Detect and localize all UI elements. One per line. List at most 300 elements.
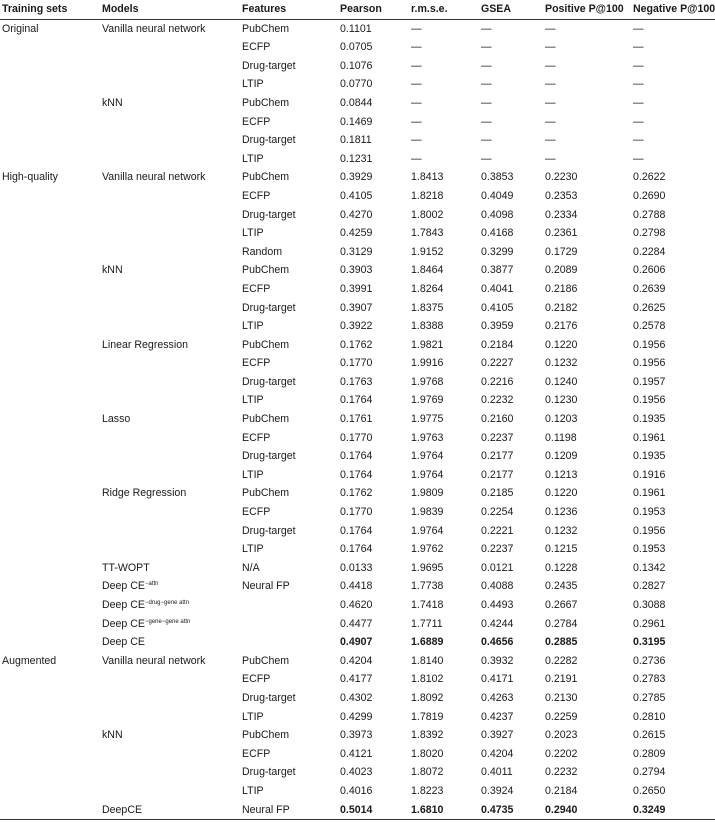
negative-p100-cell: 0.2827 (633, 580, 666, 593)
training-set-cell (0, 373, 102, 392)
table-row (0, 336, 715, 355)
negative-p100-cell: 0.2578 (633, 320, 666, 333)
training-set-cell (0, 75, 102, 94)
feature-cell: PubChem (242, 338, 290, 351)
training-set-cell (0, 503, 102, 522)
positive-p100-cell: 0.2940 (545, 803, 578, 816)
rmse-cell: — (411, 59, 422, 72)
positive-p100-cell: — (545, 78, 556, 91)
rmse-cell: 1.9768 (411, 375, 444, 388)
model-ablation-superscript: −gene−gene attn (145, 618, 191, 625)
rmse-cell: 1.9769 (411, 394, 444, 407)
training-set-cell (0, 354, 102, 373)
training-set-cell (0, 206, 102, 225)
positive-p100-cell: 0.2186 (545, 282, 578, 295)
rmse-cell: — (411, 134, 422, 147)
table-row (0, 57, 715, 76)
header-row (0, 0, 715, 19)
model-name: kNN (102, 729, 123, 742)
rmse-cell: 1.6889 (411, 636, 444, 649)
rmse-cell: 1.8264 (411, 282, 444, 295)
negative-p100-cell: 0.3195 (633, 636, 666, 649)
feature-cell: Drug-target (242, 208, 296, 221)
pearson-cell: 0.1764 (340, 450, 373, 463)
training-set-cell (0, 299, 102, 318)
model-cell (102, 317, 242, 336)
pearson-cell: 0.4270 (340, 208, 373, 221)
table-row (0, 317, 715, 336)
positive-p100-cell: 0.2230 (545, 171, 578, 184)
training-set-cell (0, 801, 102, 820)
table-row (0, 243, 715, 262)
gsea-cell: 0.4493 (481, 599, 514, 611)
model-cell (102, 429, 242, 448)
feature-cell: ECFP (242, 282, 271, 295)
model-cell (102, 113, 242, 132)
negative-p100-cell: — (633, 115, 644, 128)
feature-cell: LTIP (242, 784, 264, 797)
negative-p100-cell: — (633, 96, 644, 109)
negative-p100-cell: 0.1956 (633, 357, 666, 370)
model-name: Vanilla neural network (102, 654, 206, 667)
gsea-cell: 0.4656 (481, 636, 514, 649)
negative-p100-cell: 0.1935 (633, 413, 666, 426)
pearson-cell: 0.5014 (340, 803, 373, 816)
model-cell (102, 410, 242, 429)
positive-p100-cell: 0.2435 (545, 580, 578, 593)
model-cell (102, 633, 242, 652)
rmse-cell: 1.9762 (411, 543, 444, 556)
feature-cell: Neural FP (242, 580, 290, 593)
pearson-cell: 0.3903 (340, 264, 373, 277)
pearson-cell: 0.4259 (340, 227, 373, 240)
rmse-cell: — (411, 96, 422, 109)
gsea-cell: 0.0121 (481, 561, 514, 574)
model-cell (102, 19, 242, 38)
table-row (0, 168, 715, 187)
model-cell (102, 708, 242, 727)
negative-p100-cell: 0.1953 (633, 543, 666, 556)
rmse-cell: 1.8392 (411, 729, 444, 742)
negative-p100-cell: — (633, 78, 644, 91)
positive-p100-cell: 0.2176 (545, 320, 578, 333)
rmse-cell: 1.7711 (411, 617, 443, 630)
feature-cell: Neural FP (242, 803, 290, 816)
model-cell (102, 559, 242, 578)
model-cell (102, 391, 242, 410)
positive-p100-cell: 0.2202 (545, 747, 578, 760)
training-set-cell (0, 150, 102, 169)
header-positive-p100: Positive P@100 (545, 0, 633, 19)
table-row (0, 224, 715, 243)
gsea-cell: 0.2254 (481, 506, 514, 519)
positive-p100-cell: 0.1215 (545, 543, 578, 556)
positive-p100-cell: 0.1198 (545, 431, 577, 444)
model-cell (102, 466, 242, 485)
model-cell (102, 763, 242, 782)
model-cell (102, 94, 242, 113)
negative-p100-cell: 0.3088 (633, 599, 666, 611)
negative-p100-cell: 0.2606 (633, 264, 666, 277)
feature-cell: ECFP (242, 506, 271, 519)
gsea-cell: 0.4263 (481, 691, 514, 704)
negative-p100-cell: 0.1961 (633, 487, 666, 500)
pearson-cell: 0.0844 (340, 96, 373, 109)
training-set-cell (0, 336, 102, 355)
table-row (0, 577, 715, 596)
negative-p100-cell: 0.2809 (633, 747, 666, 760)
training-set-cell (0, 243, 102, 262)
gsea-cell: 0.2237 (481, 543, 514, 556)
model-name: Lasso (102, 413, 131, 426)
table-row (0, 391, 715, 410)
table-row (0, 280, 715, 299)
model-cell (102, 168, 242, 187)
header-models: Models (102, 0, 242, 19)
training-set-cell (0, 670, 102, 689)
model-cell (102, 782, 242, 801)
rmse-cell: — (411, 115, 422, 128)
rmse-cell: 1.8092 (411, 691, 444, 704)
header-training-sets: Training sets (0, 0, 102, 19)
pearson-cell: 0.1764 (340, 394, 373, 407)
table-body (0, 19, 715, 820)
negative-p100-cell: 0.1916 (633, 468, 666, 481)
gsea-cell: 0.3932 (481, 654, 514, 667)
rmse-cell: 1.7819 (411, 710, 444, 723)
rmse-cell: 1.7738 (411, 580, 444, 593)
positive-p100-cell: 0.1220 (545, 338, 578, 351)
negative-p100-cell: 0.1956 (633, 338, 666, 351)
negative-p100-cell: 0.2284 (633, 245, 666, 258)
table-row (0, 782, 715, 801)
pearson-cell: 0.0133 (340, 561, 373, 574)
training-set-cell (0, 615, 102, 634)
pearson-cell: 0.1811 (340, 134, 372, 147)
feature-cell: PubChem (242, 729, 290, 742)
gsea-cell: 0.4735 (481, 803, 514, 816)
feature-cell: LTIP (242, 710, 264, 723)
gsea-cell: 0.4049 (481, 189, 514, 202)
training-set-cell: Augmented (2, 654, 57, 667)
pearson-cell: 0.1763 (340, 375, 373, 388)
pearson-cell: 0.3929 (340, 171, 373, 184)
table-row (0, 410, 715, 429)
gsea-cell: 0.2232 (481, 394, 514, 407)
negative-p100-cell: 0.1961 (633, 431, 666, 444)
negative-p100-cell: 0.2736 (633, 654, 666, 667)
positive-p100-cell: — (545, 152, 556, 165)
gsea-cell: 0.3299 (481, 245, 514, 258)
training-set-cell (0, 596, 102, 615)
positive-p100-cell: 0.2334 (545, 208, 578, 221)
gsea-cell: — (481, 59, 492, 72)
pearson-cell: 0.3907 (340, 301, 373, 314)
rmse-cell: 1.9763 (411, 431, 444, 444)
model-cell (102, 577, 242, 596)
feature-cell: LTIP (242, 320, 264, 333)
training-set-cell (0, 540, 102, 559)
pearson-cell: 0.3973 (340, 729, 373, 742)
table-row (0, 131, 715, 150)
model-cell (102, 57, 242, 76)
model-cell (102, 206, 242, 225)
positive-p100-cell: 0.2023 (545, 729, 578, 742)
training-set-cell (0, 522, 102, 541)
table-row (0, 615, 715, 634)
model-cell (102, 75, 242, 94)
feature-cell: ECFP (242, 431, 271, 444)
table-row (0, 726, 715, 745)
table-row (0, 261, 715, 280)
pearson-cell: 0.1770 (340, 431, 373, 444)
gsea-cell: 0.2216 (481, 375, 514, 388)
pearson-cell: 0.4177 (340, 673, 373, 686)
negative-p100-cell: 0.2798 (633, 227, 666, 240)
table-row (0, 689, 715, 708)
pearson-cell: 0.1770 (340, 357, 373, 370)
training-set-cell (0, 559, 102, 578)
negative-p100-cell: — (633, 59, 644, 72)
feature-cell: ECFP (242, 747, 271, 760)
rmse-cell: — (411, 78, 422, 91)
table-row (0, 801, 715, 820)
training-set-cell (0, 763, 102, 782)
training-set-cell (0, 391, 102, 410)
positive-p100-cell: 0.2667 (545, 599, 578, 611)
positive-p100-cell: 0.2361 (545, 227, 578, 240)
table-row (0, 763, 715, 782)
gsea-cell: 0.2237 (481, 431, 514, 444)
gsea-cell: 0.4171 (481, 673, 514, 686)
rmse-cell: 1.8375 (411, 301, 444, 314)
pearson-cell: 0.4620 (340, 599, 373, 611)
model-cell (102, 540, 242, 559)
negative-p100-cell: 0.3249 (633, 803, 666, 816)
table-row (0, 596, 715, 615)
model-cell (102, 150, 242, 169)
negative-p100-cell: 0.1342 (633, 561, 666, 574)
negative-p100-cell: 0.1957 (633, 375, 666, 388)
positive-p100-cell: 0.2259 (545, 710, 578, 723)
positive-p100-cell: 0.1203 (545, 413, 578, 426)
feature-cell: Drug-target (242, 691, 296, 704)
positive-p100-cell: 0.2353 (545, 189, 578, 202)
negative-p100-cell: — (633, 152, 644, 165)
model-cell (102, 484, 242, 503)
training-set-cell (0, 484, 102, 503)
gsea-cell: — (481, 22, 492, 35)
table-row (0, 559, 715, 578)
negative-p100-cell: 0.2639 (633, 282, 666, 295)
gsea-cell: 0.3877 (481, 264, 514, 277)
training-set-cell: High-quality (2, 171, 58, 184)
gsea-cell: — (481, 134, 492, 147)
positive-p100-cell: 0.2885 (545, 636, 578, 649)
pearson-cell: 0.1764 (340, 524, 373, 537)
gsea-cell: 0.2160 (481, 413, 514, 426)
training-set-cell (0, 131, 102, 150)
positive-p100-cell: — (545, 59, 556, 72)
table-row (0, 670, 715, 689)
feature-cell: LTIP (242, 227, 264, 240)
feature-cell (242, 596, 340, 615)
positive-p100-cell: 0.1209 (545, 450, 578, 463)
model-name: DeepCE (102, 803, 143, 816)
gsea-cell: 0.3853 (481, 171, 514, 184)
model-cell (102, 243, 242, 262)
gsea-cell: 0.2177 (481, 468, 514, 481)
gsea-cell: 0.2227 (481, 357, 514, 370)
model-name: Ridge Regression (102, 487, 187, 500)
feature-cell: ECFP (242, 189, 271, 202)
gsea-cell: — (481, 41, 492, 54)
rmse-cell: 1.8020 (411, 747, 444, 760)
positive-p100-cell: — (545, 96, 556, 109)
model-cell (102, 522, 242, 541)
header-pearson: Pearson (340, 0, 411, 19)
positive-p100-cell: 0.1232 (545, 357, 578, 370)
rmse-cell: 1.9916 (411, 357, 444, 370)
pearson-cell: 0.4418 (340, 580, 373, 593)
pearson-cell: 0.4105 (340, 189, 373, 202)
rmse-cell: 1.8464 (411, 264, 444, 277)
feature-cell: PubChem (242, 96, 290, 109)
table-row (0, 354, 715, 373)
negative-p100-cell: 0.1956 (633, 394, 666, 407)
table-row (0, 708, 715, 727)
pearson-cell: 0.1231 (340, 152, 373, 165)
positive-p100-cell: 0.1228 (545, 561, 578, 574)
negative-p100-cell: — (633, 22, 644, 35)
table-row (0, 522, 715, 541)
feature-cell: PubChem (242, 264, 290, 277)
pearson-cell: 0.0770 (340, 78, 373, 91)
model-cell (102, 373, 242, 392)
positive-p100-cell: 0.1232 (545, 524, 578, 537)
table-row (0, 447, 715, 466)
positive-p100-cell: 0.1236 (545, 506, 578, 519)
negative-p100-cell: 0.2622 (633, 171, 666, 184)
table-row (0, 540, 715, 559)
model-cell (102, 336, 242, 355)
feature-cell: PubChem (242, 413, 290, 426)
gsea-cell: 0.2185 (481, 487, 514, 500)
training-set-cell (0, 38, 102, 57)
model-cell (102, 726, 242, 745)
gsea-cell: 0.4011 (481, 766, 513, 779)
pearson-cell: 0.4023 (340, 766, 373, 779)
positive-p100-cell: — (545, 134, 556, 147)
positive-p100-cell: 0.2191 (545, 673, 578, 686)
model-cell (102, 299, 242, 318)
gsea-cell: — (481, 115, 492, 128)
training-set-cell (0, 726, 102, 745)
model-name: Vanilla neural network (102, 171, 206, 184)
header-negative-p100: Negative P@100 (633, 0, 715, 19)
negative-p100-cell: 0.2785 (633, 691, 666, 704)
model-name: Deep CE (102, 617, 145, 630)
rmse-cell: 1.6810 (411, 803, 444, 816)
pearson-cell: 0.1762 (340, 487, 373, 500)
header-features: Features (242, 0, 340, 19)
training-set-cell (0, 94, 102, 113)
negative-p100-cell: 0.1953 (633, 506, 666, 519)
feature-cell: Drug-target (242, 134, 296, 147)
training-set-cell (0, 577, 102, 596)
model-cell (102, 503, 242, 522)
feature-cell: ECFP (242, 357, 271, 370)
training-set-cell (0, 224, 102, 243)
model-name: Linear Regression (102, 338, 188, 351)
feature-cell: N/A (242, 561, 260, 574)
feature-cell: Drug-target (242, 450, 296, 463)
training-set-cell (0, 113, 102, 132)
feature-cell: Drug-target (242, 59, 296, 72)
table-row (0, 94, 715, 113)
model-cell (102, 615, 242, 634)
training-set-cell (0, 261, 102, 280)
training-set-cell (0, 633, 102, 652)
pearson-cell: 0.1469 (340, 115, 373, 128)
table-row (0, 633, 715, 652)
header-rmse: r.m.s.e. (411, 0, 481, 19)
feature-cell: LTIP (242, 543, 264, 556)
feature-cell: PubChem (242, 22, 290, 35)
pearson-cell: 0.3991 (340, 282, 373, 295)
feature-cell: Drug-target (242, 375, 296, 388)
model-cell (102, 38, 242, 57)
training-set-cell (0, 187, 102, 206)
model-cell (102, 745, 242, 764)
rmse-cell: 1.8388 (411, 320, 444, 333)
rmse-cell: 1.8140 (411, 654, 444, 667)
gsea-cell: 0.4204 (481, 747, 514, 760)
rmse-cell: 1.9775 (411, 413, 444, 426)
feature-cell: LTIP (242, 468, 264, 481)
gsea-cell: — (481, 78, 492, 91)
rmse-cell: 1.9152 (411, 245, 444, 258)
table-row (0, 299, 715, 318)
training-set-cell (0, 280, 102, 299)
gsea-cell: 0.2177 (481, 450, 514, 463)
pearson-cell: 0.3129 (340, 245, 373, 258)
model-cell (102, 187, 242, 206)
table-row (0, 113, 715, 132)
pearson-cell: 0.1764 (340, 468, 373, 481)
model-ablation-superscript: −attn (145, 581, 159, 588)
gsea-cell: 0.4168 (481, 227, 514, 240)
positive-p100-cell: — (545, 115, 556, 128)
negative-p100-cell: 0.2650 (633, 784, 666, 797)
training-set-cell (0, 410, 102, 429)
feature-cell: Drug-target (242, 301, 296, 314)
table-row (0, 150, 715, 169)
rmse-cell: 1.9695 (411, 561, 444, 574)
pearson-cell: 0.1762 (340, 338, 373, 351)
negative-p100-cell: 0.1935 (633, 450, 666, 463)
feature-cell: Random (242, 245, 283, 258)
negative-p100-cell: 0.1956 (633, 524, 666, 537)
gsea-cell: 0.2221 (481, 524, 514, 537)
table-row (0, 745, 715, 764)
negative-p100-cell: 0.2788 (633, 208, 666, 221)
pearson-cell: 0.4477 (340, 617, 373, 630)
feature-cell: PubChem (242, 171, 290, 184)
training-set-cell (0, 57, 102, 76)
pearson-cell: 0.1770 (340, 506, 373, 519)
positive-p100-cell: 0.1213 (545, 468, 578, 481)
